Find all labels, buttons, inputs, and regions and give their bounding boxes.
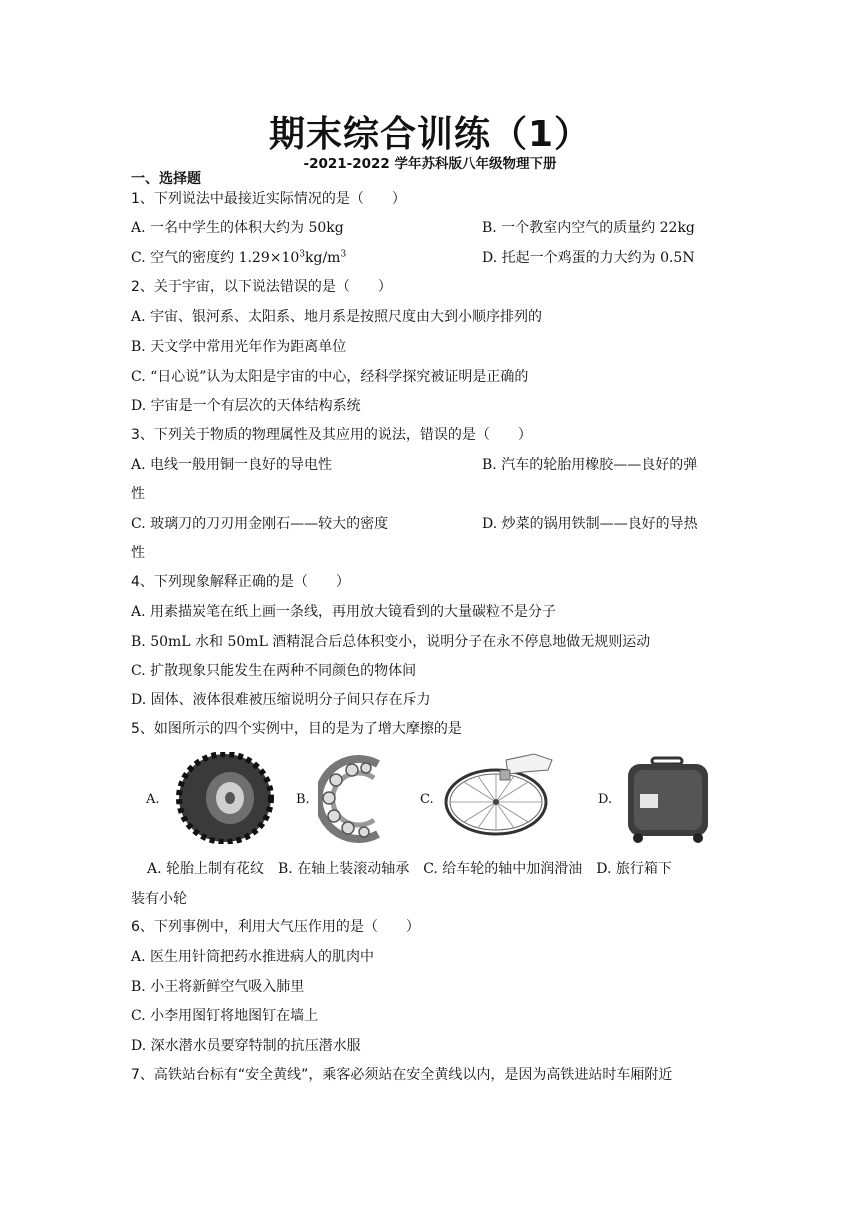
- q6-option-b: B. 小王将新鲜空气吸入肺里: [131, 979, 305, 995]
- q4-option-b: B. 50mL 水和 50mL 酒精混合后总体积变小，说明分子在永不停息地做无规则运动: [131, 634, 651, 650]
- q4-option-c: C. 扩散现象只能发生在两种不同颜色的物体间: [131, 663, 417, 679]
- q3-option-b: B. 汽车的轮胎用橡胶——良好的弹: [482, 457, 698, 473]
- q1-option-a: A. 一名中学生的体积大约为 50kg: [131, 220, 344, 236]
- fig-label-d: D.: [598, 792, 613, 807]
- q1-option-b: B. 一个教室内空气的质量约 22kg: [482, 220, 695, 236]
- q6-option-a: A. 医生用针筒把药水推进病人的肌肉中: [131, 949, 375, 965]
- q5-stem: 5、如图所示的四个实例中，目的是为了增大摩擦的是: [131, 721, 462, 737]
- q7-stem: 7、高铁站台标有“安全黄线”，乘客必须站在安全黄线以内，是因为高铁进站时车厢附近: [131, 1067, 673, 1083]
- q4-option-a: A. 用素描炭笔在纸上画一条线，再用放大镜看到的大量碳粒不是分子: [131, 604, 557, 620]
- q2-option-c: C. “日心说”认为太阳是宇宙的中心，经科学探究被证明是正确的: [131, 369, 529, 385]
- q1-option-c: C. 空气的密度约 $1.29\times 10^3kg/m^3$: [131, 249, 347, 266]
- q3-option-a: A. 电线一般用铜一良好的导电性: [131, 457, 333, 473]
- q6-stem: 6、下列事例中，利用大气压作用的是（ ）: [131, 919, 420, 935]
- page-subtitle: -2021-2022 学年苏科版八年级物理下册: [303, 156, 557, 172]
- q1-stem: 1、下列说法中最接近实际情况的是（ ）: [131, 191, 406, 207]
- q2-option-a: A. 宇宙、银河系、太阳系、地月系是按照尺度由大到小顺序排列的: [131, 309, 543, 325]
- suitcase-image: [622, 756, 712, 846]
- section-heading: 一、选择题: [131, 171, 201, 187]
- q2-option-d: D. 宇宙是一个有层次的天体结构系统: [131, 398, 361, 414]
- q3-stem: 3、下列关于物质的物理属性及其应用的说法，错误的是（ ）: [131, 427, 532, 443]
- page-title: 期末综合训练（1）: [268, 114, 592, 155]
- q4-option-d: D. 固体、液体很难被压缩说明分子间只存在斥力: [131, 692, 431, 708]
- q2-option-b: B. 天文学中常用光年作为距离单位: [131, 339, 347, 355]
- q5-options-line2: 装有小轮: [131, 891, 187, 907]
- bearing-image: [318, 754, 390, 844]
- q3-option-d-cont: 性: [131, 545, 145, 561]
- fig-label-a: A.: [146, 792, 160, 807]
- tire-image: [170, 752, 280, 844]
- q6-option-d: D. 深水潜水员要穿特制的抗压潜水服: [131, 1038, 361, 1054]
- q6-option-c: C. 小李用图钉将地图钉在墙上: [131, 1008, 319, 1024]
- q3-option-b-cont: 性: [131, 486, 145, 502]
- q1-option-d: D. 托起一个鸡蛋的力大约为 0.5N: [482, 250, 695, 266]
- fig-label-b: B.: [296, 792, 310, 807]
- bicycle-wheel-image: [444, 752, 556, 838]
- fig-label-c: C.: [420, 792, 434, 807]
- q2-stem: 2、关于宇宙，以下说法错误的是（ ）: [131, 279, 392, 295]
- q4-stem: 4、下列现象解释正确的是（ ）: [131, 574, 350, 590]
- q3-option-c: C. 玻璃刀的刀刃用金刚石——较大的密度: [131, 516, 389, 532]
- q3-option-d: D. 炒菜的锅用铁制——良好的导热: [482, 516, 698, 532]
- q5-options-line1: A. 轮胎上制有花纹 B. 在轴上装滚动轴承 C. 给车轮的轴中加润滑油 D. 旅行箱下: [147, 861, 672, 877]
